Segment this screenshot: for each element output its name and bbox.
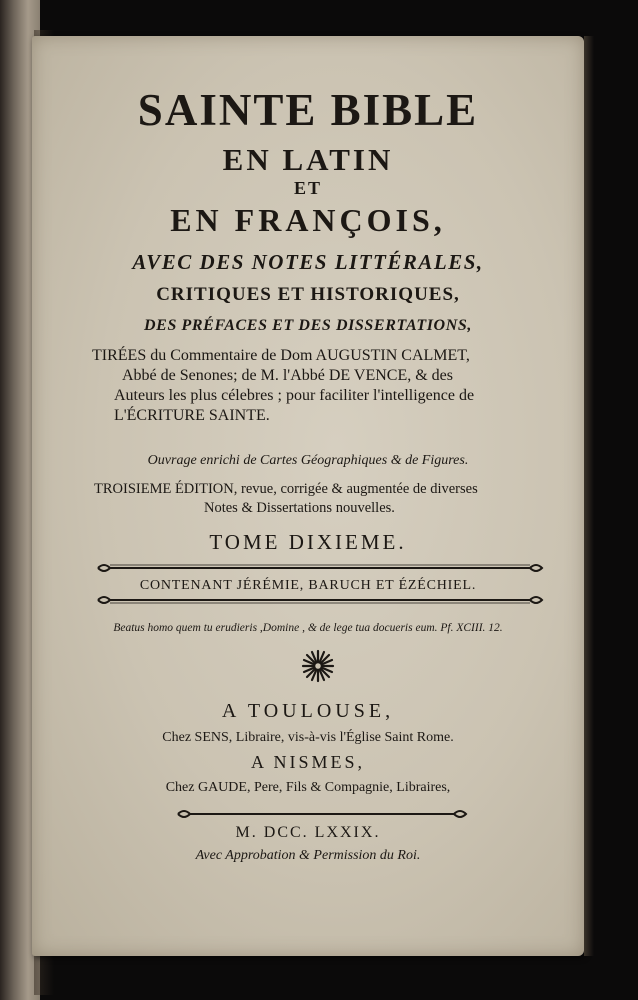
contents-line: CONTENANT JÉRÉMIE, BARUCH ET ÉZÉCHIEL. (139, 578, 477, 593)
fleuron-icon (300, 648, 336, 684)
attribution-paragraph (92, 346, 552, 426)
ornamental-rule-icon (94, 562, 546, 574)
approval-line: Avec Approbation & Permission du Roi. (195, 848, 421, 863)
ornamental-rule-icon (174, 808, 470, 820)
subtitle-notes: AVEC DES NOTES LITTÉRALES, (132, 250, 484, 274)
title-line-sainte-bible: SAINTE BIBLE (137, 85, 479, 135)
attribution-line: Abbé de Senones; de M. l'Abbé DE VENCE, & des (122, 367, 453, 384)
edition-line: TROISIEME ÉDITION, revue, corrigée & augmentée de diverses (94, 481, 478, 497)
subtitle-critiques: CRITIQUES ET HISTORIQUES, (156, 284, 460, 305)
ornamental-rule-icon (94, 594, 546, 606)
title-page (32, 36, 584, 956)
place-nismes: A NISMES, (250, 752, 366, 772)
epigraph: Beatus homo quem tu erudieris ,Domine , & de lege tua docueris eum. Pf. XCIII. 12. (113, 622, 503, 634)
title-line-en-latin: EN LATIN (222, 142, 394, 177)
volume-title: TOME DIXIEME. (209, 530, 407, 554)
page-right-edge (584, 36, 594, 956)
attribution-line: TIRÉES du Commentaire de Dom AUGUSTIN CALMET, (92, 347, 470, 364)
place-toulouse: A TOULOUSE, (221, 700, 395, 722)
edition-line: Notes & Dissertations nouvelles. (204, 500, 395, 516)
title-line-et: ET (293, 178, 322, 198)
attribution-line: Auteurs les plus célebres ; pour faciliter l'intelligence de (114, 387, 475, 404)
publisher-gaude: Chez GAUDE, Pere, Fils & Compagnie, Libraires, (165, 780, 451, 795)
imprint-date: M. DCC. LXXIX. (235, 824, 381, 841)
attribution-line: L'ÉCRITURE SAINTE. (114, 407, 270, 424)
publisher-sens: Chez SENS, Libraire, vis-à-vis l'Église Saint Rome. (162, 730, 454, 745)
enrichment-note: Ouvrage enrichi de Cartes Géographiques & de Figures. (147, 453, 469, 468)
subtitle-prefaces: DES PRÉFACES ET DES DISSERTATIONS, (144, 317, 472, 334)
edition-paragraph (94, 480, 554, 518)
title-line-en-francois: EN FRANÇOIS, (170, 202, 446, 238)
